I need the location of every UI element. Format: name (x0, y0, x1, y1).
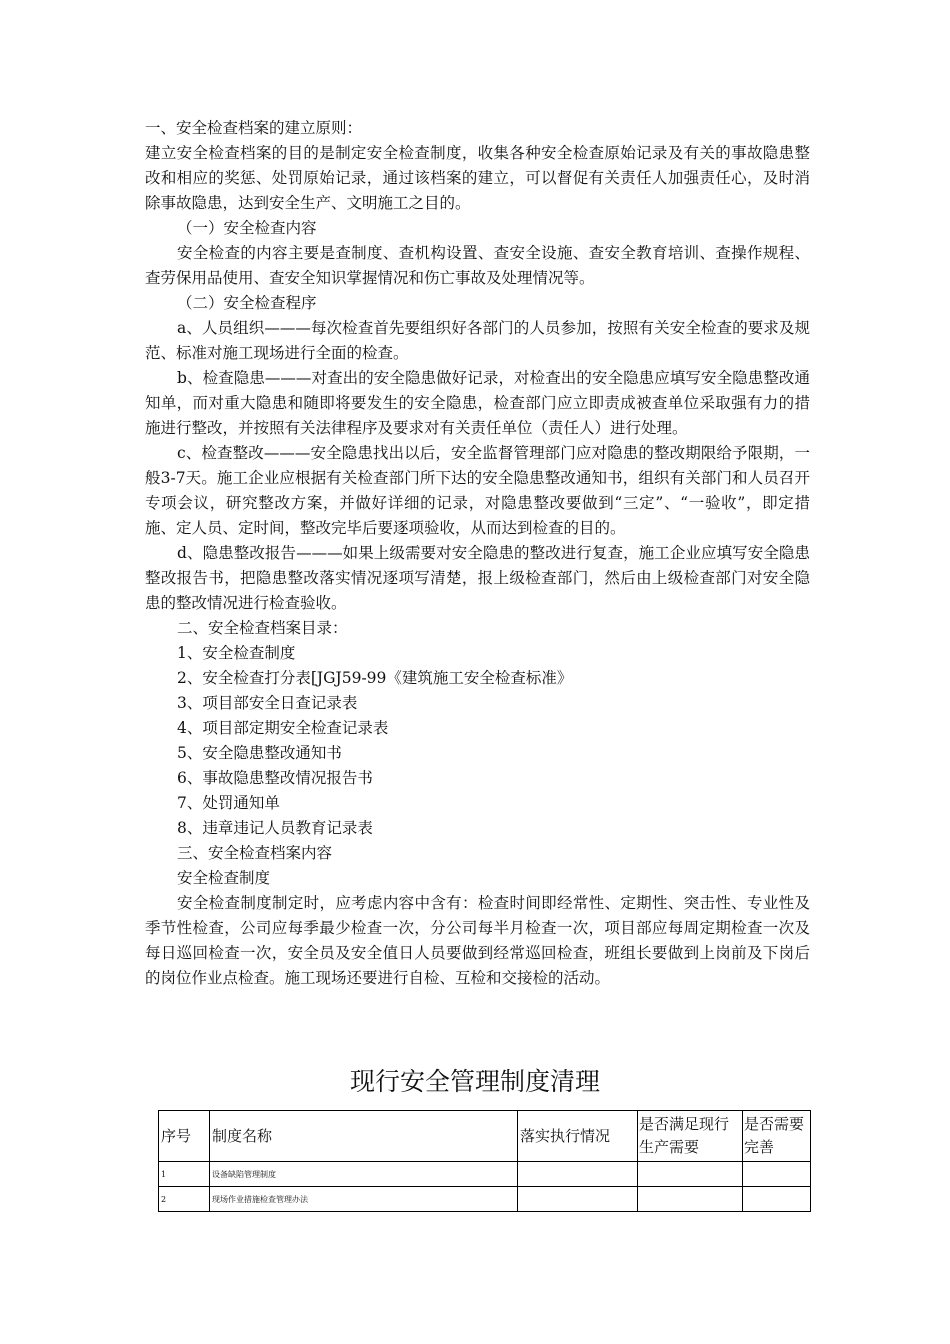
cell-name: 设备缺陷管理制度 (210, 1162, 518, 1187)
paragraph-purpose: 建立安全检查档案的目的是制定安全检查制度，收集各种安全检查原始记录及有关的事故隐患整改和相应的奖惩、处罚原始记录，通过该档案的建立，可以督促有关责任人加强责任心，及时消除事故隐患，达到安全生产、文明施工之目的。 (145, 144, 810, 212)
regulation-table (158, 1110, 811, 1212)
paragraph-step-a: a、人员组织———每次检查首先要组织好各部门的人员参加，按照有关安全检查的要求及规范、标准对施工现场进行全面的检查。 (145, 319, 810, 362)
cell-meets-needs (638, 1162, 743, 1187)
cell-name: 现场作业措施检查管理办法 (210, 1187, 518, 1212)
table-title: 现行安全管理制度清理 (349, 1067, 600, 1096)
table-header-row (159, 1111, 811, 1162)
header-needs-improvement: 是否需要完善 (743, 1111, 811, 1162)
header-seq: 序号 (159, 1111, 210, 1162)
cell-seq: 1 (159, 1162, 210, 1187)
header-name: 制度名称 (210, 1111, 518, 1162)
cell-seq: 2 (159, 1187, 210, 1212)
document-body (145, 116, 810, 991)
subheading-content: （一）安全检查内容 (177, 219, 317, 237)
header-execution: 落实执行情况 (518, 1111, 638, 1162)
subheading-procedure: （二）安全检查程序 (177, 294, 317, 312)
paragraph-step-c: c、检查整改———安全隐患找出以后，安全监督管理部门应对隐患的整改期限给予限期，一般3-7天。施工企业应根据有关检查部门所下达的安全隐患整改通知书，组织有关部门和人员召开专项会议，研究整改方案，并做好详细的记录，对隐患整改要做到“三定”、“一验收”，即定措施、定人员、定时间，整改完毕后要逐项验收，从而达到检查的目的。 (145, 444, 810, 537)
list-item: 8、违章违记人员教育记录表 (177, 819, 373, 837)
cell-needs-improvement (743, 1162, 811, 1187)
list-item: 4、项目部定期安全检查记录表 (177, 719, 389, 737)
list-item: 6、事故隐患整改情况报告书 (177, 769, 373, 787)
cell-meets-needs (638, 1187, 743, 1212)
list-item: 3、项目部安全日查记录表 (177, 694, 358, 712)
paragraph-step-d: d、隐患整改报告———如果上级需要对安全隐患的整改进行复查，施工企业应填写安全隐患整改报告书，把隐患整改落实情况逐项写清楚，报上级检查部门，然后由上级检查部门对安全隐患的整改情况进行检查验收。 (145, 544, 810, 612)
header-meets-needs: 是否满足现行生产需要 (638, 1111, 743, 1162)
list-item: 2、安全检查打分表[JGJ59-99《建筑施工安全检查标准》 (177, 669, 573, 687)
list-item: 1、安全检查制度 (177, 644, 296, 662)
table-row (159, 1187, 811, 1212)
list-item: 5、安全隐患整改通知书 (177, 744, 342, 762)
subheading-system: 安全检查制度 (177, 869, 271, 887)
cell-needs-improvement (743, 1187, 811, 1212)
paragraph-content: 安全检查的内容主要是查制度、查机构设置、查安全设施、查安全教育培训、查操作规程、查劳保用品使用、查安全知识掌握情况和伤亡事故及处理情况等。 (145, 244, 810, 287)
cell-execution (518, 1187, 638, 1212)
heading-3: 三、安全检查档案内容 (177, 844, 333, 862)
heading-1: 一、安全检查档案的建立原则： (145, 119, 363, 137)
heading-2: 二、安全检查档案目录： (177, 619, 348, 637)
list-item: 7、处罚通知单 (177, 794, 280, 812)
cell-execution (518, 1162, 638, 1187)
table-row (159, 1162, 811, 1187)
paragraph-step-b: b、检查隐患———对查出的安全隐患做好记录，对检查出的安全隐患应填写安全隐患整改通知单，而对重大隐患和随即将要发生的安全隐患，检查部门应立即责成被查单位采取强有力的措施进行整改，并按照有关法律程序及要求对有关责任单位（责任人）进行处理。 (145, 369, 810, 437)
paragraph-system: 安全检查制度制定时，应考虑内容中含有：检查时间即经常性、定期性、突击性、专业性及季节性检查，公司应每季最少检查一次，分公司每半月检查一次，项目部应每周定期检查一次及每日巡回检查一次，安全员及安全值日人员要做到经常巡回检查，班组长要做到上岗前及下岗后的岗位作业点检查。施工现场还要进行自检、互检和交接检的活动。 (145, 894, 810, 987)
